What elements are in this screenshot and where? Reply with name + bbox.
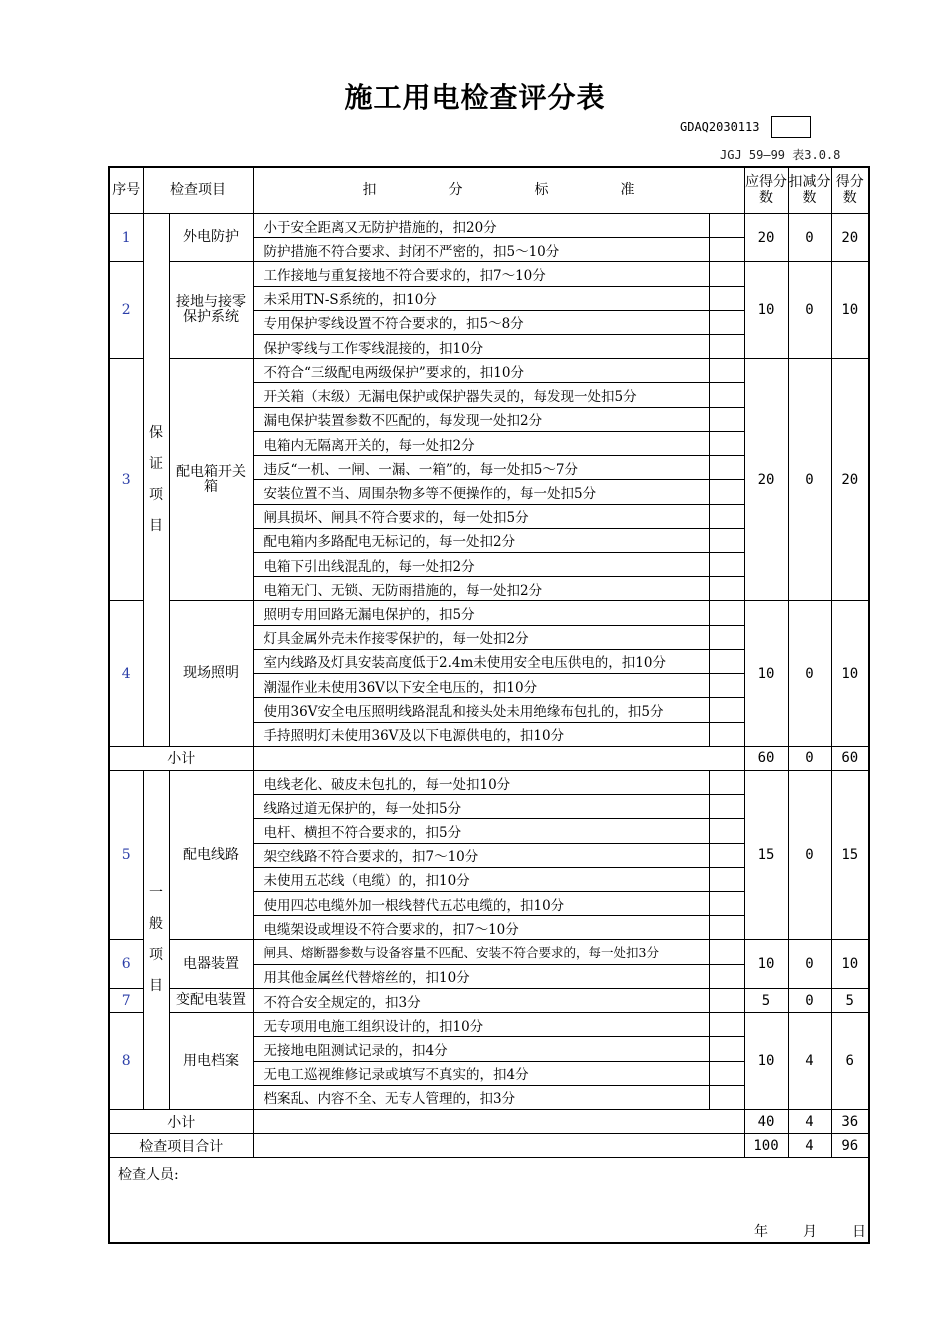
criteria-text: 工作接地与重复接地不符合要求的，扣7～10分 — [253, 262, 709, 286]
criteria-text: 电线老化、破皮未包扎的，每一处扣10分 — [253, 770, 709, 794]
deduction-entry-cell[interactable] — [709, 601, 744, 625]
deduction-entry-cell[interactable] — [709, 843, 744, 867]
deduction-entry-cell[interactable] — [709, 867, 744, 891]
got-score: 5 — [831, 988, 869, 1012]
section-name: 配电线路 — [169, 770, 253, 940]
criteria-text: 无电工巡视维修记录或填写不真实的，扣4分 — [253, 1061, 709, 1085]
date-line — [754, 1221, 866, 1241]
total-deduct: 4 — [788, 1134, 831, 1158]
criteria-text: 开关箱（末级）无漏电保护或保护器失灵的，每发现一处扣5分 — [253, 383, 709, 407]
got-score: 15 — [831, 770, 869, 940]
code-input-box[interactable] — [771, 116, 811, 138]
criteria-text: 线路过道无保护的，每一处扣5分 — [253, 795, 709, 819]
month-label: 月 — [803, 1224, 817, 1240]
criteria-text: 使用四芯电缆外加一根线替代五芯电缆的，扣10分 — [253, 892, 709, 916]
criteria-text: 防护措施不符合要求、封闭不严密的，扣5～10分 — [253, 238, 709, 262]
header-deduct: 扣减分数 — [788, 167, 831, 213]
criteria-text: 专用保护零线设置不符合要求的，扣5～8分 — [253, 310, 709, 334]
deduction-entry-cell[interactable] — [709, 528, 744, 552]
deduction-entry-cell[interactable] — [709, 1085, 744, 1109]
header-got-score: 得分数 — [831, 167, 869, 213]
criteria-text: 档案乱、内容不全、无专人管理的，扣3分 — [253, 1085, 709, 1109]
section-number: 2 — [109, 262, 143, 359]
section-number: 4 — [109, 601, 143, 746]
got-score: 20 — [831, 359, 869, 601]
deduct-score: 0 — [788, 770, 831, 940]
criteria-text: 配电箱内多路配电无标记的，每一处扣2分 — [253, 528, 709, 552]
section-number: 6 — [109, 940, 143, 988]
criteria-text: 安装位置不当、周围杂物多等不便操作的，每一处扣5分 — [253, 480, 709, 504]
deduction-entry-cell[interactable] — [709, 819, 744, 843]
criteria-text: 手持照明灯未使用36V及以下电源供电的，扣10分 — [253, 722, 709, 746]
got-score: 10 — [831, 262, 869, 359]
full-score: 10 — [744, 601, 788, 746]
score-table — [108, 166, 870, 1244]
deduct-score: 0 — [788, 940, 831, 988]
deduction-entry-cell[interactable] — [709, 238, 744, 262]
inspector-field[interactable]: 检查人员: — [109, 1158, 869, 1243]
criteria-text: 灯具金属外壳未作接零保护的，每一处扣2分 — [253, 625, 709, 649]
got-score: 6 — [831, 1013, 869, 1110]
criteria-text: 架空线路不符合要求的，扣7～10分 — [253, 843, 709, 867]
criteria-text: 照明专用回路无漏电保护的，扣5分 — [253, 601, 709, 625]
criteria-text: 用其他金属丝代替熔丝的，扣10分 — [253, 964, 709, 988]
deduct-score: 0 — [788, 262, 831, 359]
group-general — [143, 770, 169, 1109]
deduction-entry-cell[interactable] — [709, 480, 744, 504]
criteria-text: 保护零线与工作零线混接的，扣10分 — [253, 335, 709, 359]
criteria-text: 电箱无门、无锁、无防雨措施的，每一处扣2分 — [253, 577, 709, 601]
page-title: 施工用电检查评分表 — [344, 81, 606, 114]
section-number: 3 — [109, 359, 143, 601]
criteria-text: 潮湿作业未使用36V以下安全电压的，扣10分 — [253, 674, 709, 698]
criteria-text: 小于安全距离又无防护措施的，扣20分 — [253, 213, 709, 237]
total-label: 检查项目合计 — [109, 1134, 253, 1158]
deduction-entry-cell[interactable] — [709, 892, 744, 916]
full-score: 10 — [744, 262, 788, 359]
group-guarantee — [143, 213, 169, 746]
deduction-entry-cell[interactable] — [709, 504, 744, 528]
section-number: 1 — [109, 213, 143, 261]
section-name: 变配电装置 — [169, 988, 253, 1012]
criteria-text: 无接地电阻测试记录的，扣4分 — [253, 1037, 709, 1061]
deduction-entry-cell[interactable] — [709, 649, 744, 673]
full-score: 20 — [744, 213, 788, 261]
subtotal-deduct: 0 — [788, 746, 831, 770]
criteria-text: 室内线路及灯具安装高度低于2.4m未使用安全电压供电的，扣10分 — [253, 649, 709, 673]
criteria-text: 不符合“三级配电两级保护”要求的，扣10分 — [253, 359, 709, 383]
deduction-entry-cell[interactable] — [709, 625, 744, 649]
criteria-text: 电缆架设或埋设不符合要求的，扣7～10分 — [253, 916, 709, 940]
subtotal-label: 小计 — [109, 1110, 253, 1134]
section-name: 电器装置 — [169, 940, 253, 988]
full-score: 5 — [744, 988, 788, 1012]
group-guarantee-label: 保证项目 — [149, 424, 163, 534]
criteria-text: 不符合安全规定的，扣3分 — [253, 988, 709, 1012]
subtotal-deduct: 4 — [788, 1110, 831, 1134]
section-name: 接地与接零保护系统 — [169, 262, 253, 359]
deduction-entry-cell[interactable] — [709, 213, 744, 237]
header-item: 检查项目 — [143, 167, 253, 213]
deduction-entry-cell[interactable] — [709, 383, 744, 407]
got-score: 20 — [831, 213, 869, 261]
standard-reference: JGJ 59—99 表3.0.8 — [720, 148, 841, 162]
total-full: 100 — [744, 1134, 788, 1158]
criteria-text: 未使用五芯线（电缆）的，扣10分 — [253, 867, 709, 891]
deduction-entry-cell[interactable] — [709, 1037, 744, 1061]
deduction-entry-cell[interactable] — [709, 577, 744, 601]
deduction-entry-cell[interactable] — [709, 431, 744, 455]
day-label: 日 — [852, 1224, 866, 1240]
deduction-entry-cell[interactable] — [709, 964, 744, 988]
subtotal-got: 36 — [831, 1110, 869, 1134]
deduction-entry-cell[interactable] — [709, 674, 744, 698]
subtotal-full: 60 — [744, 746, 788, 770]
criteria-text: 未采用TN-S系统的，扣10分 — [253, 286, 709, 310]
subtotal-blank — [253, 746, 744, 770]
section-name: 现场照明 — [169, 601, 253, 746]
deduction-entry-cell[interactable] — [709, 1013, 744, 1037]
deduction-entry-cell[interactable] — [709, 795, 744, 819]
deduct-score: 0 — [788, 213, 831, 261]
criteria-text: 闸具、熔断器参数与设备容量不匹配、安装不符合要求的，每一处扣3分 — [253, 940, 709, 964]
deduction-entry-cell[interactable] — [709, 916, 744, 940]
deduction-entry-cell[interactable] — [709, 552, 744, 576]
header-criteria: 扣分标准 — [253, 167, 744, 213]
deduction-entry-cell[interactable] — [709, 359, 744, 383]
total-blank — [253, 1134, 744, 1158]
criteria-text: 违反“一机、一闸、一漏、一箱”的，每一处扣5～7分 — [253, 456, 709, 480]
subtotal-full: 40 — [744, 1110, 788, 1134]
deduction-entry-cell[interactable] — [709, 262, 744, 286]
criteria-text: 电箱内无隔离开关的，每一处扣2分 — [253, 431, 709, 455]
section-name: 用电档案 — [169, 1013, 253, 1110]
deduction-entry-cell[interactable] — [709, 407, 744, 431]
criteria-text: 闸具损坏、闸具不符合要求的，每一处扣5分 — [253, 504, 709, 528]
deduction-entry-cell[interactable] — [709, 988, 744, 1012]
criteria-text: 电箱下引出线混乱的，每一处扣2分 — [253, 552, 709, 576]
header-seq: 序号 — [109, 167, 143, 213]
deduct-score: 4 — [788, 1013, 831, 1110]
full-score: 15 — [744, 770, 788, 940]
deduction-entry-cell[interactable] — [709, 310, 744, 334]
criteria-text: 使用36V安全电压照明线路混乱和接头处未用绝缘布包扎的，扣5分 — [253, 698, 709, 722]
deduction-entry-cell[interactable] — [709, 698, 744, 722]
full-score: 10 — [744, 940, 788, 988]
section-name: 配电箱开关箱 — [169, 359, 253, 601]
deduction-entry-cell[interactable] — [709, 286, 744, 310]
deduction-entry-cell[interactable] — [709, 940, 744, 964]
deduction-entry-cell[interactable] — [709, 335, 744, 359]
section-number: 5 — [109, 770, 143, 940]
criteria-text: 漏电保护装置参数不匹配的，每发现一处扣2分 — [253, 407, 709, 431]
criteria-text: 电杆、横担不符合要求的，扣5分 — [253, 819, 709, 843]
deduction-entry-cell[interactable] — [709, 722, 744, 746]
document-code: GDAQ2030113 — [680, 120, 760, 134]
got-score: 10 — [831, 940, 869, 988]
deduction-entry-cell[interactable] — [709, 456, 744, 480]
section-number: 8 — [109, 1013, 143, 1110]
section-name: 外电防护 — [169, 213, 253, 261]
subtotal-got: 60 — [831, 746, 869, 770]
subtotal-blank — [253, 1110, 744, 1134]
criteria-text: 无专项用电施工组织设计的，扣10分 — [253, 1013, 709, 1037]
group-general-label: 一般项目 — [149, 884, 163, 994]
full-score: 20 — [744, 359, 788, 601]
deduct-score: 0 — [788, 601, 831, 746]
deduction-entry-cell[interactable] — [709, 770, 744, 794]
year-label: 年 — [754, 1224, 768, 1240]
subtotal-label: 小计 — [109, 746, 253, 770]
full-score: 10 — [744, 1013, 788, 1110]
deduct-score: 0 — [788, 988, 831, 1012]
header-full-score: 应得分数 — [744, 167, 788, 213]
deduct-score: 0 — [788, 359, 831, 601]
deduction-entry-cell[interactable] — [709, 1061, 744, 1085]
section-number: 7 — [109, 988, 143, 1012]
got-score: 10 — [831, 601, 869, 746]
total-got: 96 — [831, 1134, 869, 1158]
